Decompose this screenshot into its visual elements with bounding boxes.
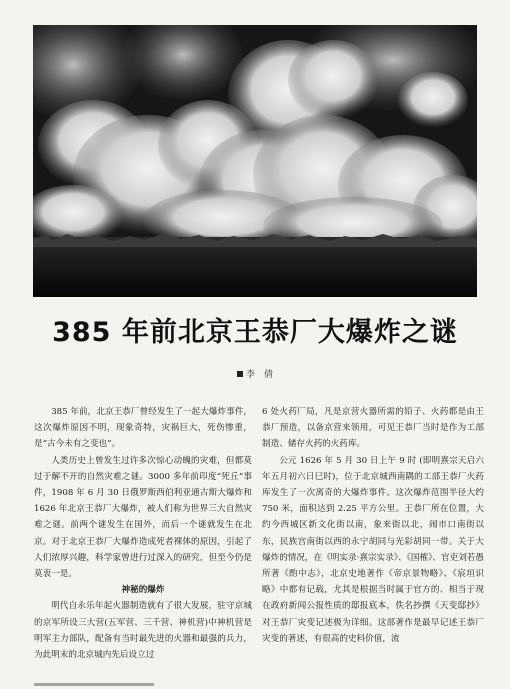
smoke-cloud-image (33, 25, 477, 297)
section-heading: 神秘的爆炸 (121, 585, 165, 596)
paragraph: 6 处火药厂局，凡是京营火器所需的铅子、火药都是由王恭厂预造，以备京营来领用，可见王恭厂当时是作为工部制造、储存火药的火药库。 (262, 407, 484, 450)
article-column-right (262, 404, 484, 647)
paragraph: 385 年前，北京王恭厂曾经发生了一起大爆炸事件，这次爆炸原因不明，现象奇特，灾祸巨大，死伤惨重，是“古今未有之变也”。 (34, 407, 252, 450)
page-footer-rule (34, 683, 154, 686)
paragraph: 明代自永乐年起火器制造就有了很大发展，驻守京城的京军所设三大营(五军营、三千营、神机营)中神机营是明军主力部队，配备有当时最先进的火器和最强的兵力，为此明末的北京城内先后设立过 (34, 601, 252, 661)
article-column-left (34, 404, 252, 663)
paragraph: 公元 1626 年 5 月 30 日上午 9 时 (即明熹宗天启六年五月初六日巳时)，位于北京城西南隅的工部王恭厂火药库发生了一次离奇的大爆炸事件。这次爆炸范围半径大约 750 米，面积达到 2.25 平方公里。王恭厂所在位置，大约今西城区新文化街以南，象来街以北，闹市口南街以东，民族宫南街以西的永宁胡同与光彩胡同一带。关于大爆炸的情况，在《明实录·熹宗实录》、《国榷》、官吏刘若愚所著《酌中志》，北京史地著作《帝京景物略》、《宸垣识略》中都有记载，尤其是根据当时属于官方的、相当于现在政府新闻公报性质的邸报底本，佚名抄撰《天变邸抄》对王恭厂灾变记述极为详细。这部著作是最早记述王恭厂灾变的著述，有很高的史料价值，流 (262, 455, 484, 644)
author-byline (0, 367, 510, 380)
author-name: 李 倩 (245, 370, 273, 380)
article-title: 385 年前北京王恭厂大爆炸之谜 (52, 317, 458, 348)
paragraph: 人类历史上曾发生过许多次惊心动魄的灾难，但都莫过于解不开的自然灾难之谜。3000 多年前印度“死丘”事件，1908 年 6 月 30 日俄罗斯西伯利亚通古斯大爆炸和 1626 年北京王恭厂大爆炸，被人们称为世界三大自然灾难之谜。前两个谜发生在国外，而后一个谜就发生在北京。对于北京王恭厂大爆炸造成死者裸体的原因，引起了人们浓厚兴趣，科学家曾进行过深入的研究，但至今仍是莫衷一是。 (34, 455, 252, 580)
explosion-smoke-photo (33, 25, 477, 297)
byline-square-icon (237, 371, 243, 377)
